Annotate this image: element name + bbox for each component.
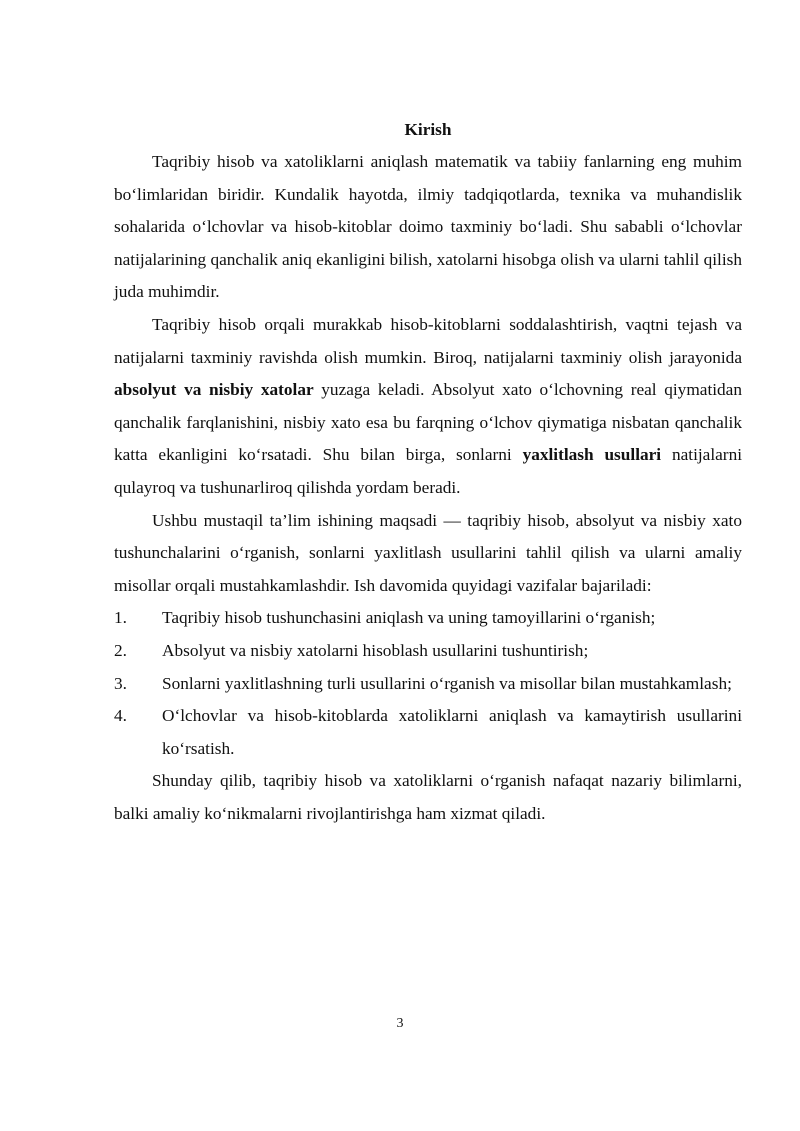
- paragraph-text: natijalarni qulayroq va tushunarliroq qilishda yordam beradi.: [114, 445, 743, 497]
- list-item-number: 1.: [114, 608, 127, 628]
- paragraph-text: yuzaga keladi. Absolyut xato o‘lchovning real qiymatidan qanchalik farqlanishini, nisbiy xato esa bu farqning o‘lchov qiymatiga nisbatan qanchalik katta ekanligini ko‘rsatadi. Shu bilan birga, sonlarni: [114, 380, 742, 465]
- paragraph-text: Taqribiy hisob orqali murakkab hisob-kitoblarni soddalashtirish, vaqtni tejash va natijalarni taxminiy ravishda olish mumkin. Biroq, natijalarni taxminiy olish jarayonida: [114, 314, 742, 367]
- intro-paragraph-3: Ushbu mustaqil ta’lim ishining maqsadi — taqribiy hisob, absolyut va nisbiy xato tushunchalarini o‘rganish, sonlarni yaxlitlash usullarini tahlil qilish va ularni amaliy misollar orqali mustahkamlashdir. Ish davomida quyidagi vazifalar bajariladi:: [114, 510, 742, 595]
- intro-paragraph-2: [114, 309, 742, 505]
- list-item-text: Absolyut va nisbiy xatolarni hisoblash usullarini tushuntirish;: [162, 640, 589, 660]
- task-list: [114, 602, 742, 765]
- intro-paragraph-1: Taqribiy hisob va xatoliklarni aniqlash matematik va tabiiy fanlarning eng muhim bo‘limlaridan biridir. Kundalik hayotda, ilmiy tadqiqotlarda, texnika va muhandislik sohalarida o‘lchovlar va hisob-kitoblar doimo taxminiy bo‘ladi. Shu sababli o‘lchovlar natijalarining qanchalik aniq ekanligini bilish, xatolarni hisobga olish va ularni tahlil qilish juda muhimdir.: [114, 152, 742, 302]
- list-item-text: O‘lchovlar va hisob-kitoblarda xatoliklarni aniqlash va kamaytirish usullarini ko‘rsatish.: [162, 706, 742, 758]
- list-item-number: 4.: [114, 706, 127, 726]
- list-item: [114, 635, 742, 668]
- list-item-number: 2.: [114, 640, 127, 660]
- page-number: 3: [396, 1016, 404, 1031]
- list-item-text: Taqribiy hisob tushunchasini aniqlash va uning tamoyillarini o‘rganish;: [162, 608, 656, 628]
- bold-term-errors: absolyut va nisbiy xatolar: [114, 380, 314, 400]
- list-item: [114, 700, 742, 765]
- list-item-text: Sonlarni yaxlitlashning turli usullarini o‘rganish va misollar bilan mustahkamlash;: [162, 673, 732, 693]
- list-item-number: 3.: [114, 673, 127, 693]
- section-heading: Kirish: [404, 120, 452, 139]
- list-item: [114, 668, 742, 701]
- page-content: [114, 114, 742, 830]
- bold-term-rounding: yaxlitlash usullari: [522, 445, 662, 465]
- conclusion-paragraph: Shunday qilib, taqribiy hisob va xatoliklarni o‘rganish nafaqat nazariy bilimlarni, balki amaliy ko‘nikmalarni rivojlantirishga ham xizmat qiladi.: [114, 771, 742, 823]
- list-item: [114, 602, 742, 635]
